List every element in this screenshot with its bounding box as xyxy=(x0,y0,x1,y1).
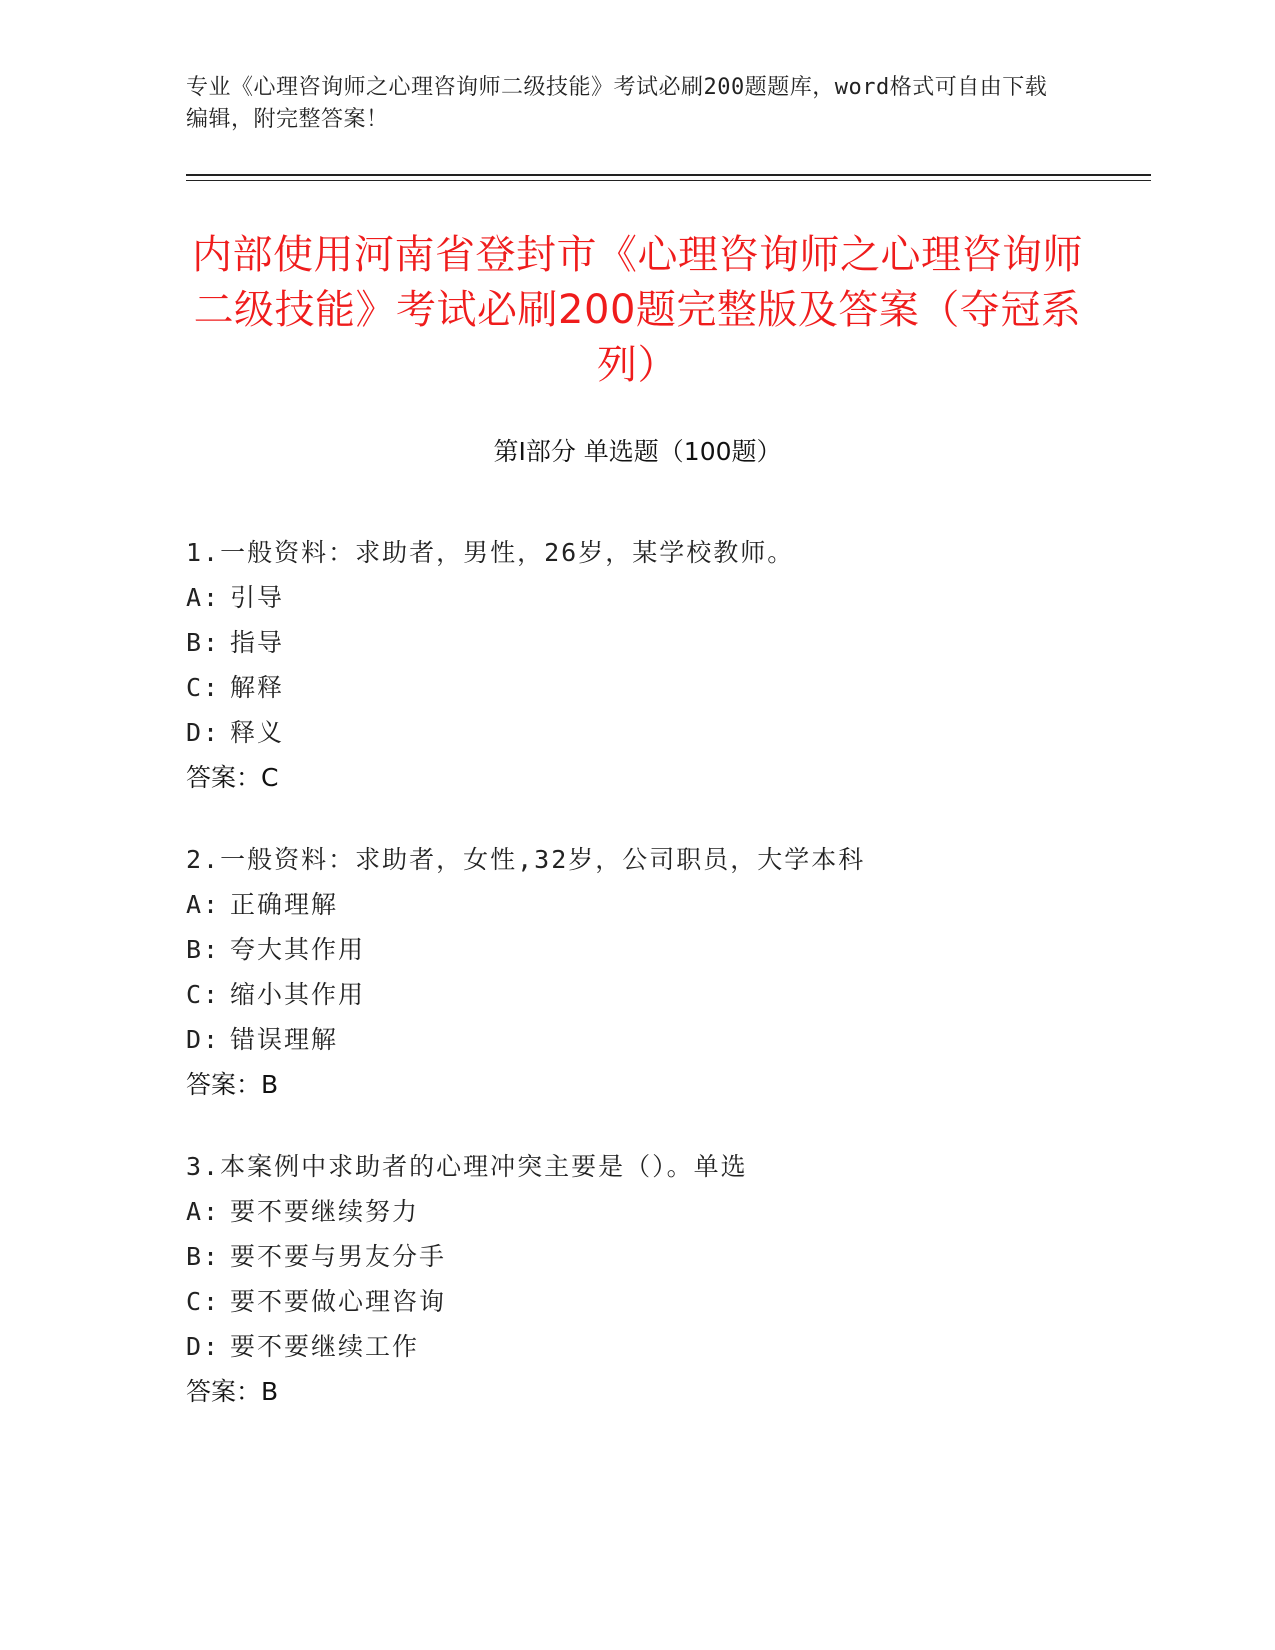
option-label: C: xyxy=(186,1287,221,1316)
option-b xyxy=(186,620,1086,665)
option-text: 要不要与男友分手 xyxy=(230,1242,447,1271)
header-rule-thin xyxy=(186,180,1151,181)
option-c xyxy=(186,1279,1086,1324)
question-stem: 3.本案例中求助者的心理冲突主要是（）。单选 xyxy=(186,1152,748,1181)
question-stem: 1.一般资料：求助者，男性，26岁，某学校教师。 xyxy=(186,538,795,567)
option-label: A: xyxy=(186,890,221,919)
option-text: 要不要继续努力 xyxy=(230,1197,420,1226)
option-b xyxy=(186,1234,1086,1279)
option-label: D: xyxy=(186,718,221,747)
option-text: 指导 xyxy=(230,628,285,657)
answer-line: 答案：B xyxy=(186,1377,279,1406)
section-title: 第I部分 单选题（100题） xyxy=(493,437,782,466)
option-text: 要不要做心理咨询 xyxy=(230,1287,447,1316)
answer-line: 答案：B xyxy=(186,1070,279,1099)
option-a xyxy=(186,1189,1086,1234)
option-label: C: xyxy=(186,980,221,1009)
option-text: 缩小其作用 xyxy=(230,980,366,1009)
option-b xyxy=(186,927,1086,972)
question-2 xyxy=(186,837,1086,1107)
document-title: 内部使用河南省登封市《心理咨询师之心理咨询师二级技能》考试必刷200题完整版及答案（夺冠系列） xyxy=(192,232,1083,388)
option-label: C: xyxy=(186,673,221,702)
option-label: A: xyxy=(186,1197,221,1226)
option-a xyxy=(186,575,1086,620)
option-a xyxy=(186,882,1086,927)
option-label: D: xyxy=(186,1025,221,1054)
option-d xyxy=(186,1017,1086,1062)
option-text: 释义 xyxy=(230,718,285,747)
option-text: 正确理解 xyxy=(230,890,339,919)
question-list xyxy=(186,530,1086,1451)
question-stem: 2.一般资料：求助者，女性,32岁，公司职员，大学本科 xyxy=(186,845,866,874)
option-label: B: xyxy=(186,628,221,657)
option-text: 错误理解 xyxy=(230,1025,339,1054)
option-text: 夸大其作用 xyxy=(230,935,366,964)
option-text: 引导 xyxy=(230,583,285,612)
option-text: 要不要继续工作 xyxy=(230,1332,420,1361)
option-c xyxy=(186,972,1086,1017)
option-label: A: xyxy=(186,583,221,612)
option-text: 解释 xyxy=(230,673,285,702)
header-note: 专业《心理咨询师之心理咨询师二级技能》考试必刷200题题库，word格式可自由下载编辑，附完整答案！ xyxy=(186,75,1048,132)
question-1 xyxy=(186,530,1086,800)
answer-line: 答案：C xyxy=(186,763,279,792)
option-c xyxy=(186,665,1086,710)
question-3 xyxy=(186,1144,1086,1414)
option-label: B: xyxy=(186,935,221,964)
option-label: D: xyxy=(186,1332,221,1361)
option-d xyxy=(186,1324,1086,1369)
header-rule-thick xyxy=(186,174,1151,176)
option-label: B: xyxy=(186,1242,221,1271)
option-d xyxy=(186,710,1086,755)
